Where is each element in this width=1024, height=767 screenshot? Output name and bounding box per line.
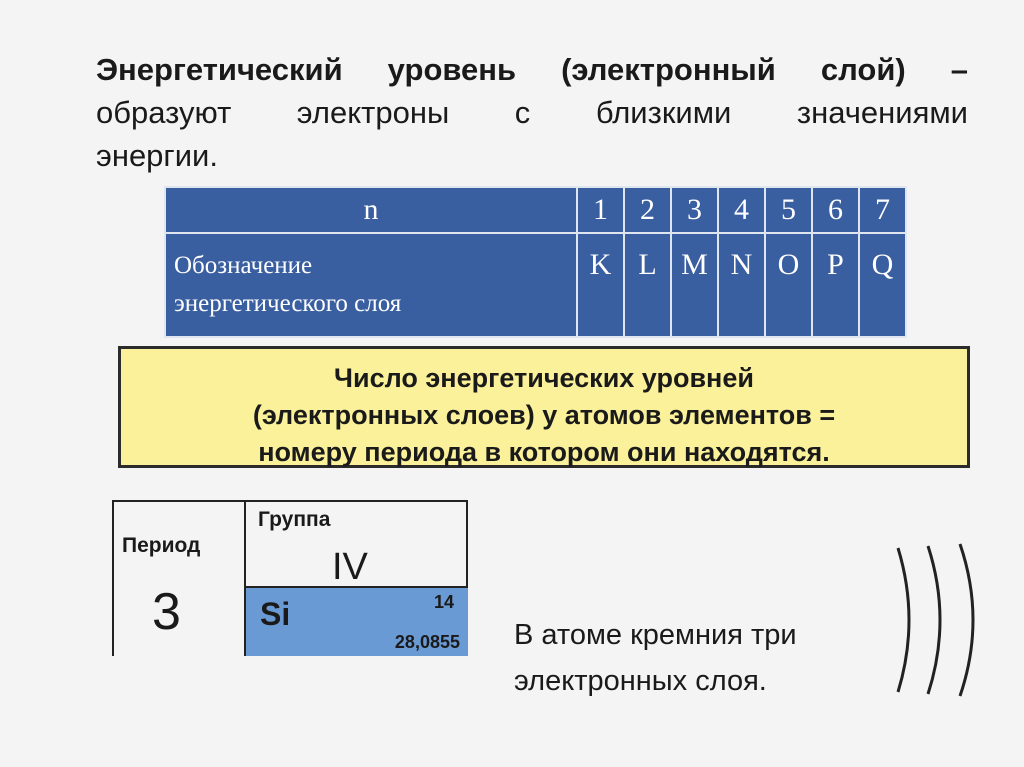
level-number: 2 [624, 187, 671, 233]
layer-letter: M [671, 233, 718, 337]
period-value: 3 [152, 583, 181, 641]
layer-letter: N [718, 233, 765, 337]
caption-line-2: электронных слоя. [514, 665, 767, 697]
electron-shells-icon [890, 540, 990, 700]
layer-label-line-2: энергетического слоя [174, 290, 402, 317]
shell-arc-3 [960, 544, 973, 696]
header-n: n [165, 187, 577, 233]
element-symbol: Si [260, 596, 291, 632]
intro-text [96, 48, 968, 177]
cell-border-top [112, 500, 468, 502]
table-row-numbers [165, 187, 906, 233]
layer-label [165, 233, 577, 337]
intro-line-3: энергии. [96, 138, 218, 173]
level-number: 6 [812, 187, 859, 233]
layer-label-line-1: Обозначение [174, 252, 313, 279]
level-number: 1 [577, 187, 624, 233]
period-label: Период [122, 534, 201, 557]
level-number: 7 [859, 187, 906, 233]
level-number: 4 [718, 187, 765, 233]
layer-letter: K [577, 233, 624, 337]
cell-border-left [112, 500, 114, 656]
group-label: Группа [258, 508, 331, 531]
level-number: 3 [671, 187, 718, 233]
intro-title: Энергетический уровень (электронный слой) – [96, 52, 968, 87]
layer-letter: L [624, 233, 671, 337]
rule-line-2: (электронных слоев) у атомов элементов = [252, 400, 836, 430]
level-number: 5 [765, 187, 812, 233]
periodic-cell [112, 500, 468, 656]
rule-line-3: номеру периода в котором они находятся. [258, 437, 830, 467]
atomic-number: 14 [433, 592, 454, 612]
shell-arc-2 [928, 546, 940, 694]
layer-letter: Q [859, 233, 906, 337]
shell-arc-1 [898, 548, 909, 692]
atomic-mass: 28,0855 [394, 632, 460, 652]
rule-box [118, 346, 970, 468]
intro-line-2: образуют электроны с близкими значениями [96, 95, 968, 130]
rule-line-1: Число энергетических уровней [334, 363, 754, 393]
cell-border-right [466, 500, 468, 588]
layer-letter: O [765, 233, 812, 337]
table-row-letters [165, 233, 906, 337]
element-box [246, 588, 468, 656]
layer-letter: P [812, 233, 859, 337]
caption-line-1: В атоме кремния три [514, 619, 797, 651]
caption [514, 612, 797, 704]
group-value: IV [332, 546, 368, 588]
energy-levels-table [164, 186, 907, 338]
